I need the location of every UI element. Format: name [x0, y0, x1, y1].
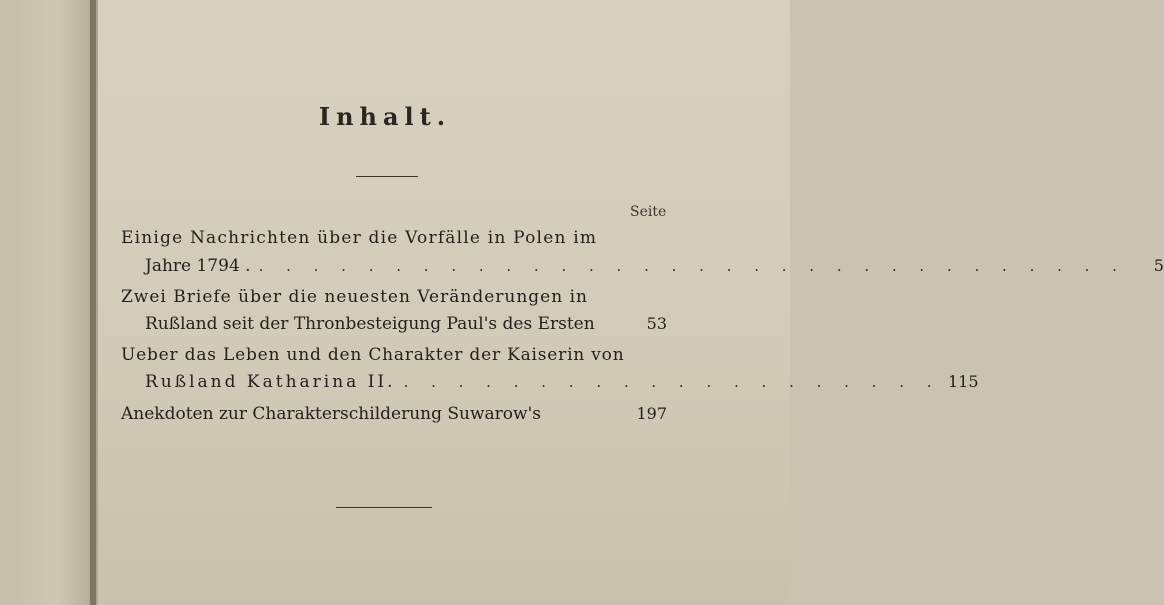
toc-entry-4-page: 197 — [636, 404, 667, 423]
toc-entry-3-line-2 — [145, 369, 979, 395]
top-divider — [356, 176, 418, 177]
page-column-label: Seite — [630, 204, 667, 220]
toc-entry-1-line-2 — [145, 253, 1164, 279]
bottom-divider — [336, 507, 432, 508]
toc-entry-3-title-end: Rußland Katharina II. — [145, 372, 396, 392]
toc-entry-2-line-2 — [145, 311, 667, 337]
toc-entry-4-title: Anekdoten zur Charakterschilderung Suwarow's — [121, 404, 541, 424]
toc-entry-1-page: 5 — [1153, 256, 1164, 275]
toc-entry-4-line-1 — [121, 401, 667, 427]
left-page — [0, 0, 96, 605]
toc-entry-1-line-1: Einige Nachrichten über die Vorfälle in Polen im — [121, 228, 598, 248]
toc-entry-1-title-end: Jahre 1794 . — [145, 256, 251, 276]
toc-entry-3-line-1: Ueber das Leben und den Charakter der Kaiserin von — [121, 345, 625, 365]
leader-dots: . . . . . . . . . . . . . . . . . . . . . . . . . . . . . . . . — [258, 257, 1126, 275]
leader-dots: . . . . . . . . . . . . . . . . . . . . — [403, 373, 941, 391]
toc-entry-2-line-1: Zwei Briefe über die neuesten Veränderungen in — [121, 287, 588, 307]
page-title: Inhalt. — [318, 102, 452, 131]
toc-entry-2-page: 53 — [646, 314, 667, 333]
toc-entry-2-title-end: Rußland seit der Thronbesteigung Paul's des Ersten — [145, 314, 595, 334]
toc-entry-3-page: 115 — [947, 372, 979, 391]
